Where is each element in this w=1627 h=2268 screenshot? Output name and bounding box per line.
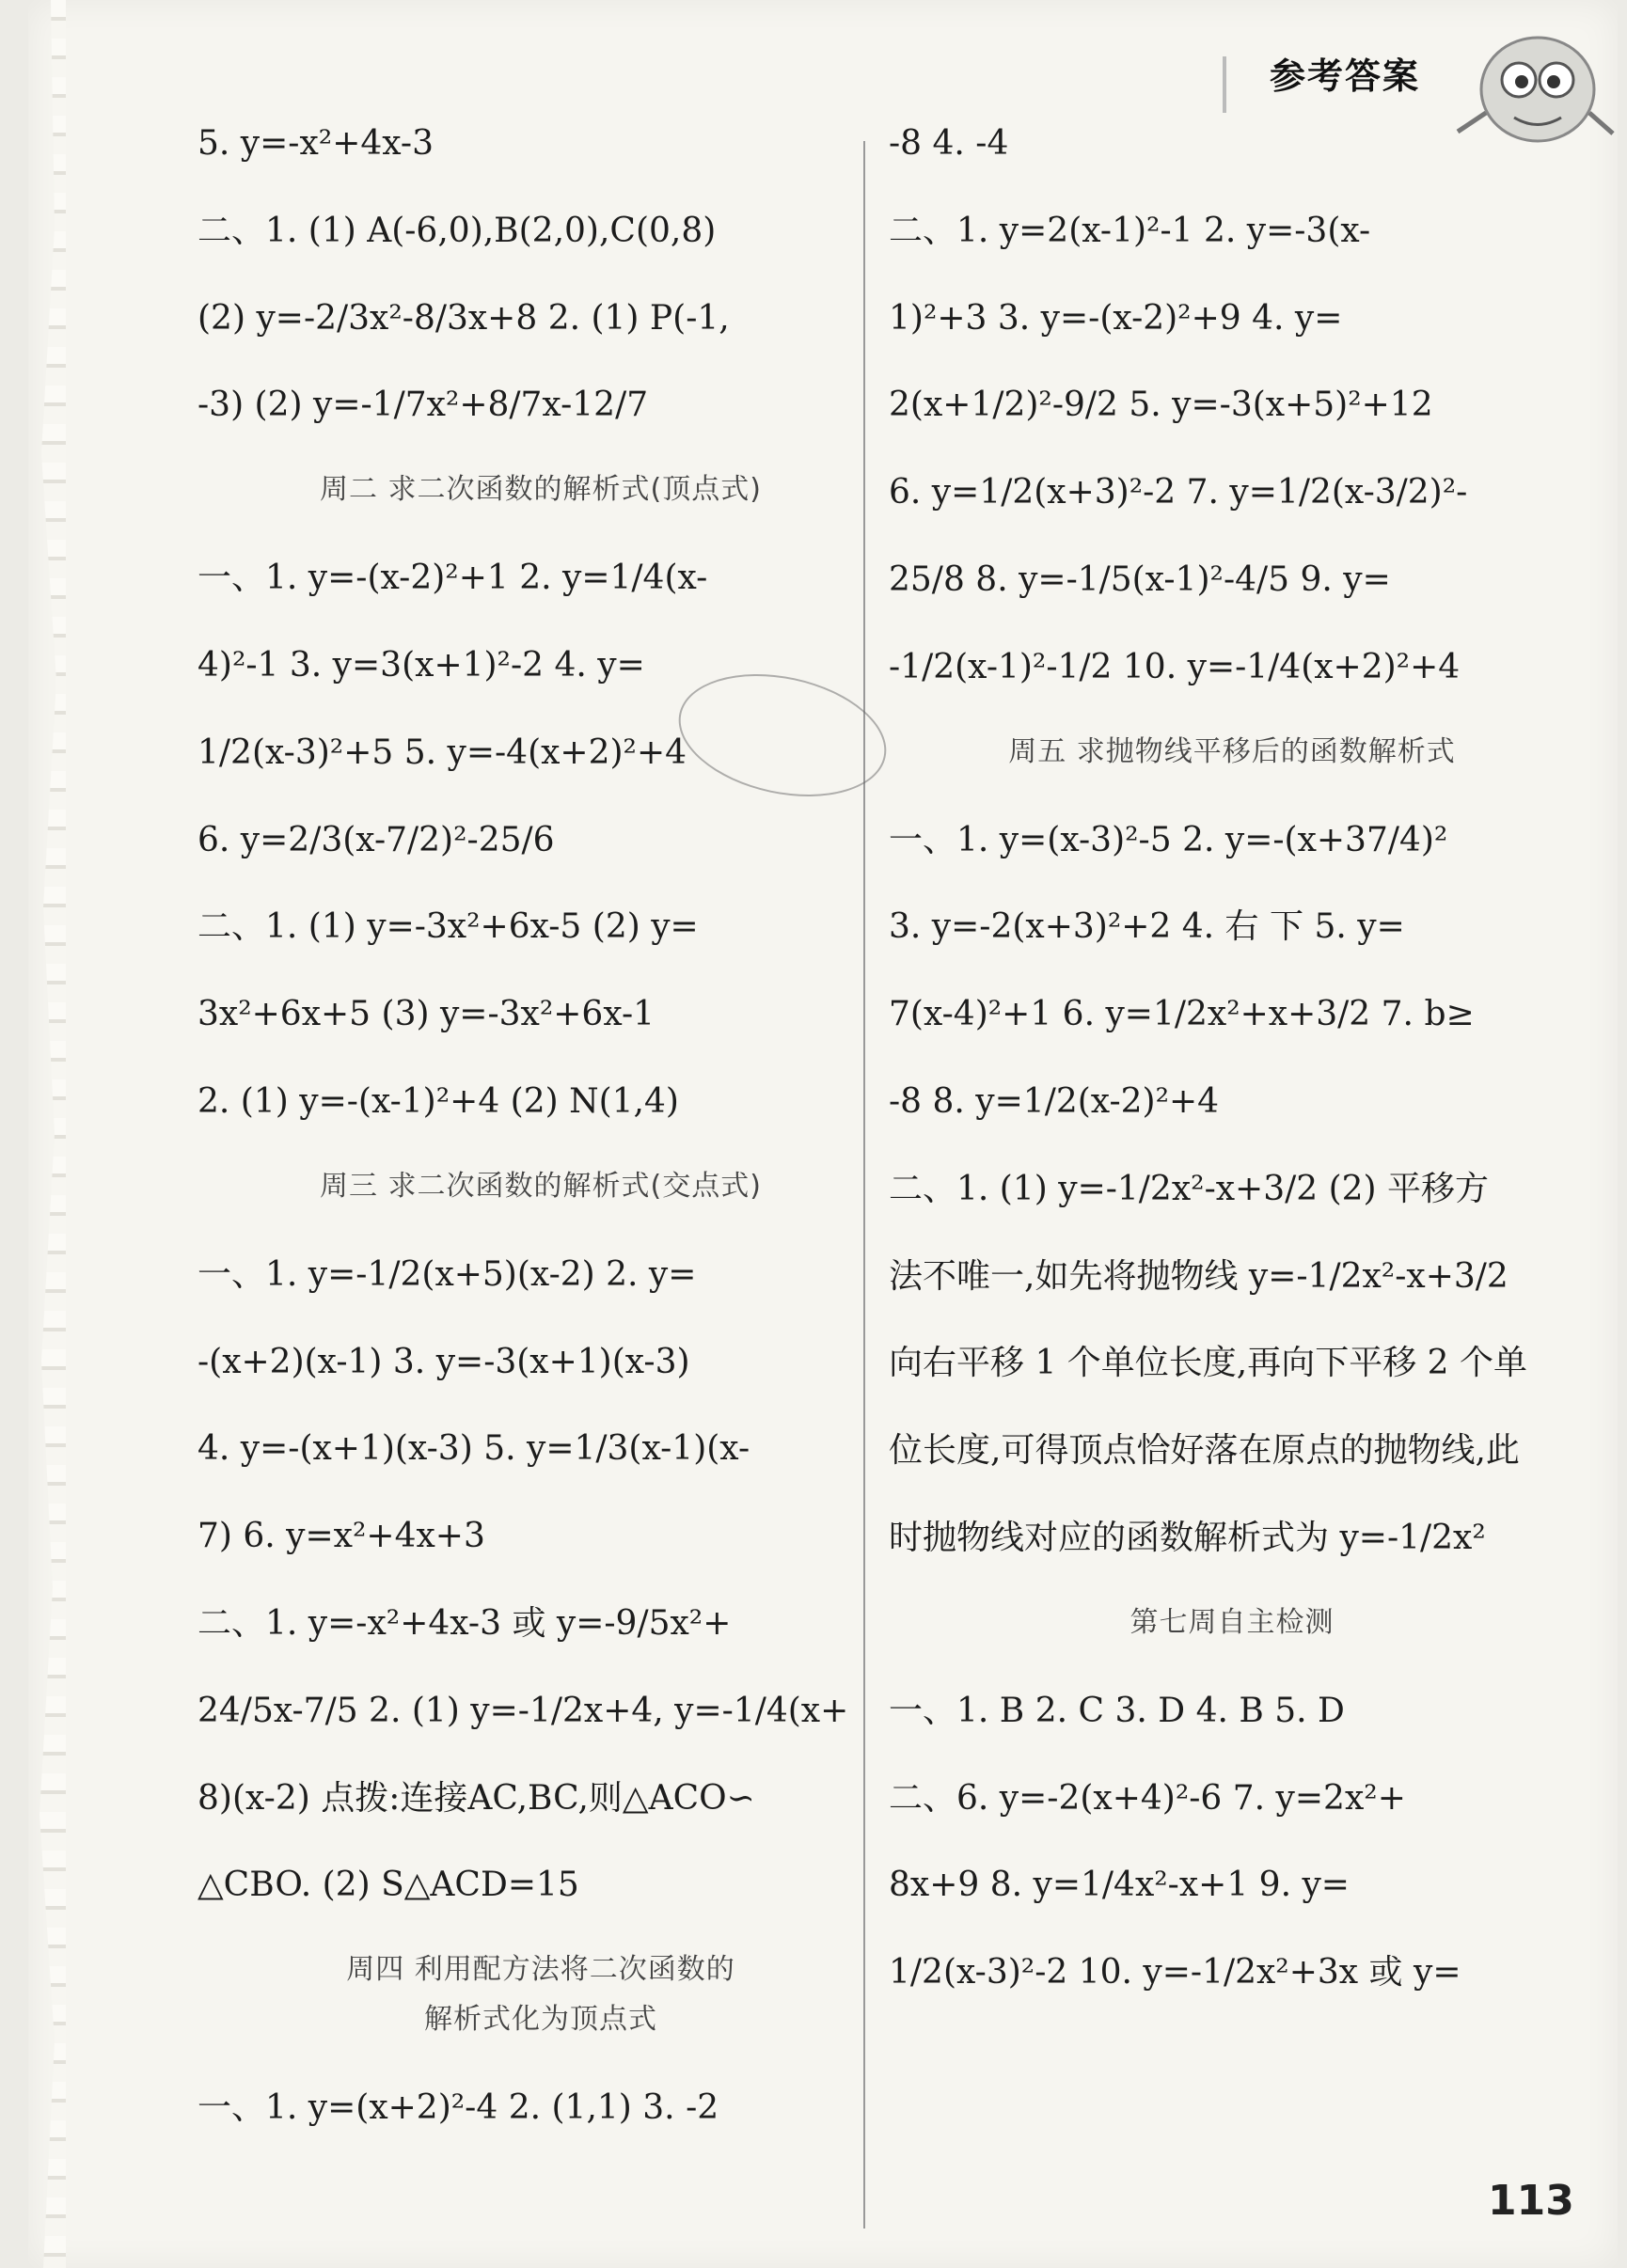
- answer-line: △CBO. (2) S△ACD=15: [197, 1866, 579, 1905]
- answer-line: 8)(x-2) 点拨:连接AC,BC,则△ACO∽: [197, 1778, 755, 1818]
- left-column: [197, 122, 884, 2174]
- answer-line: 一、1. B 2. C 3. D 4. B 5. D: [889, 1691, 1345, 1730]
- answer-line: 4)²-1 3. y=3(x+1)²-2 4. y=: [197, 645, 645, 685]
- answer-line: 8x+9 8. y=1/4x²-x+1 9. y=: [889, 1866, 1350, 1905]
- page-number: 113: [1488, 2177, 1574, 2225]
- answer-line: 时抛物线对应的函数解析式为 y=-1/2x²: [889, 1518, 1486, 1557]
- right-column: [889, 122, 1575, 2039]
- section-title-thursday-cont: 解析式化为顶点式: [424, 2003, 657, 2037]
- answer-line: 1)²+3 3. y=-(x-2)²+9 4. y=: [889, 298, 1343, 338]
- section-title-thursday: 周四 利用配方法将二次函数的: [346, 1953, 735, 1987]
- answer-line: 1/2(x-3)²+5 5. y=-4(x+2)²+4: [197, 732, 687, 772]
- answer-line: 3x²+6x+5 (3) y=-3x²+6x-1: [197, 995, 656, 1034]
- answer-line: 一、1. y=(x+2)²-4 2. (1,1) 3. -2: [197, 2088, 719, 2128]
- answer-line: 位长度,可得顶点恰好落在原点的抛物线,此: [889, 1431, 1520, 1471]
- answer-line: 4. y=-(x+1)(x-3) 5. y=1/3(x-1)(x-: [197, 1429, 750, 1469]
- section-title-weekly-test: 第七周自主检测: [1129, 1605, 1335, 1639]
- answer-line: 6. y=2/3(x-7/2)²-25/6: [197, 820, 555, 859]
- torn-page-edge: [28, 0, 66, 2268]
- answer-line: 一、1. y=(x-3)²-5 2. y=-(x+37/4)²: [889, 820, 1448, 859]
- answer-line: 2(x+1/2)²-9/2 5. y=-3(x+5)²+12: [889, 386, 1433, 425]
- answer-line: 一、1. y=-(x-2)²+1 2. y=1/4(x-: [197, 559, 708, 598]
- answer-line: 2. (1) y=-(x-1)²+4 (2) N(1,4): [197, 1081, 679, 1121]
- answer-line: 法不唯一,如先将抛物线 y=-1/2x²-x+3/2: [889, 1256, 1509, 1296]
- header-title: 参考答案: [1269, 55, 1420, 97]
- answer-line: 二、6. y=-2(x+4)²-6 7. y=2x²+: [889, 1778, 1406, 1818]
- answer-line: -(x+2)(x-1) 3. y=-3(x+1)(x-3): [197, 1342, 690, 1381]
- answer-line: 向右平移 1 个单位长度,再向下平移 2 个单: [889, 1344, 1528, 1383]
- page-header: [1223, 28, 1627, 122]
- answer-line: 6. y=1/2(x+3)²-2 7. y=1/2(x-3/2)²-: [889, 473, 1468, 512]
- answer-line: 7) 6. y=x²+4x+3: [197, 1517, 485, 1556]
- answer-page: [28, 0, 1618, 2268]
- answer-line: 5. y=-x²+4x-3: [197, 124, 434, 163]
- section-title-friday: 周五 求抛物线平移后的函数解析式: [1008, 734, 1456, 768]
- section-title-wednesday: 周三 求二次函数的解析式(交点式): [320, 1169, 762, 1203]
- answer-line: -3) (2) y=-1/7x²+8/7x-12/7: [197, 386, 649, 425]
- answer-line: (2) y=-2/3x²-8/3x+8 2. (1) P(-1,: [197, 298, 730, 338]
- answer-line: 3. y=-2(x+3)²+2 4. 右 下 5. y=: [889, 907, 1405, 947]
- header-divider: [1223, 56, 1226, 113]
- section-title-tuesday: 周二 求二次函数的解析式(顶点式): [320, 473, 762, 507]
- answer-line: 1/2(x-3)²-2 10. y=-1/2x²+3x 或 y=: [889, 1953, 1461, 1992]
- answer-line: -1/2(x-1)²-1/2 10. y=-1/4(x+2)²+4: [889, 647, 1461, 686]
- answer-line: 二、1. y=2(x-1)²-1 2. y=-3(x-: [889, 211, 1371, 250]
- answer-line: -8 8. y=1/2(x-2)²+4: [889, 1081, 1220, 1121]
- answer-line: -8 4. -4: [889, 124, 1009, 163]
- answer-line: 25/8 8. y=-1/5(x-1)²-4/5 9. y=: [889, 559, 1391, 599]
- answer-line: 二、1. (1) A(-6,0),B(2,0),C(0,8): [197, 211, 717, 250]
- answer-line: 二、1. (1) y=-1/2x²-x+3/2 (2) 平移方: [889, 1169, 1490, 1208]
- answer-line: 二、1. (1) y=-3x²+6x-5 (2) y=: [197, 907, 699, 947]
- answer-line: 7(x-4)²+1 6. y=1/2x²+x+3/2 7. b≥: [889, 995, 1475, 1034]
- answer-line: 二、1. y=-x²+4x-3 或 y=-9/5x²+: [197, 1603, 732, 1643]
- answer-line: 24/5x-7/5 2. (1) y=-1/2x+4, y=-1/4(x+: [197, 1691, 849, 1730]
- answer-line: 一、1. y=-1/2(x+5)(x-2) 2. y=: [197, 1254, 697, 1294]
